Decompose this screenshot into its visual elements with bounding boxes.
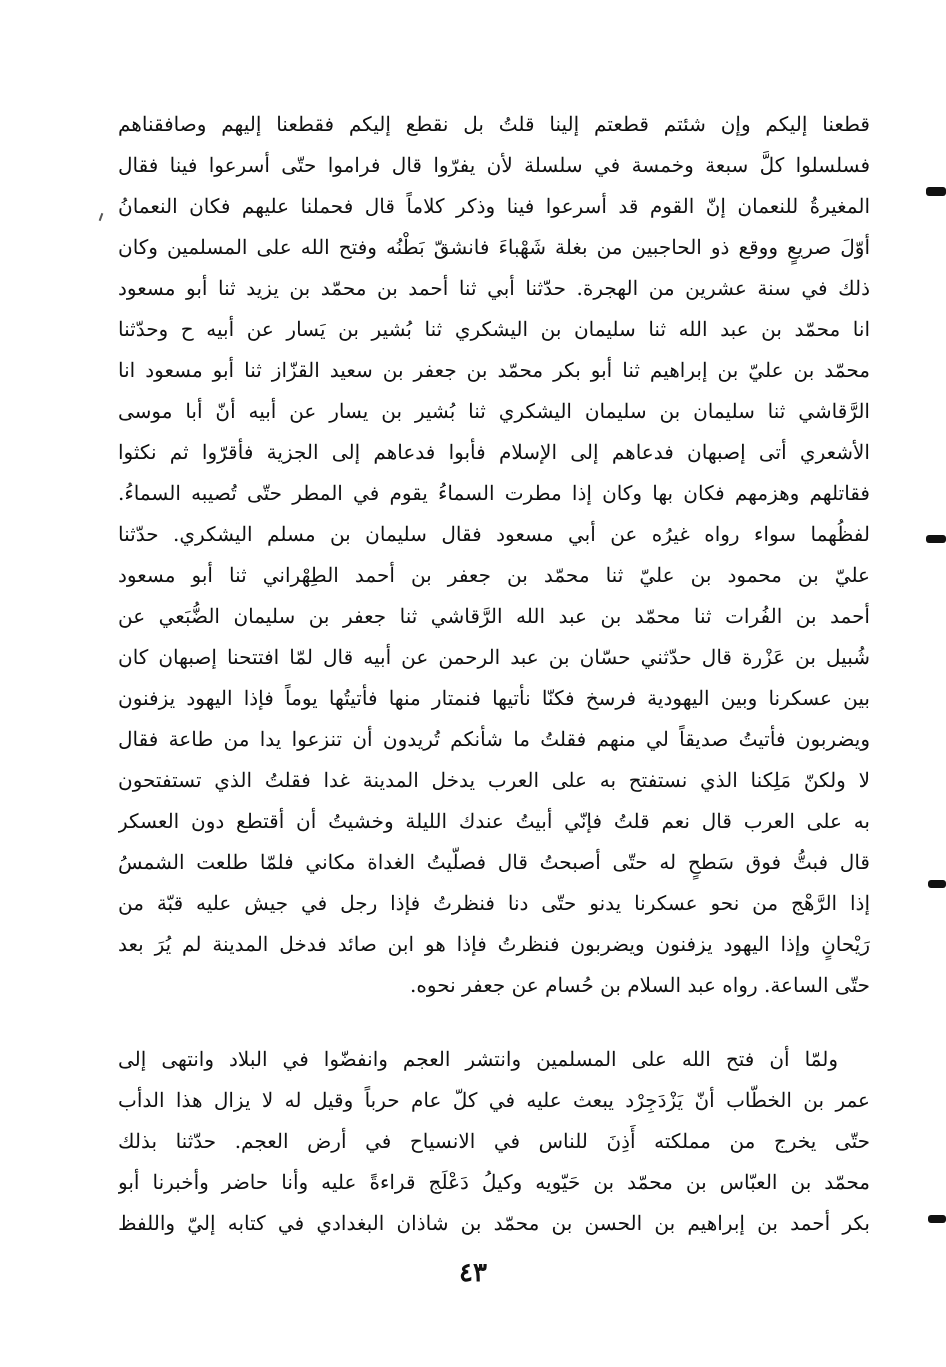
- text-line: عمر بن الخطّاب أنّ يَزْدَجِرْد يبعث عليه في كلّ عام حرباً وقيل له لا يزال هذا الدأب: [118, 1088, 870, 1112]
- text-line: الأشعري أتى إصبهان فدعاهم إلى الإسلام فأبوا فدعاهم إلى الجزية فأقرّوا ثم نكثوا: [118, 440, 870, 464]
- text-line: ويضربون فأتيتُ صديقاً لي منهم فقلتُ ما شأنكم تُريدون أن تنزعوا يدا من طاعة فقال: [118, 727, 870, 751]
- text-line: انا محمّد بن عبد الله ثنا سليمان بن اليشكري ثنا بُشير بن يَسار عن أبيه ح وحدّثنا: [118, 317, 870, 341]
- text-line: الرَّقاشي ثنا سليمان بن سليمان اليشكري ثنا بُشير بن يسار عن أبيه أنّ أبا موسى: [118, 399, 870, 423]
- text-line: شُبيل بن عَزْرة قال حدّثني حسّان بن عبد الرحمن عن أبيه قال لمّا افتتحنا إصبهان كان: [118, 645, 870, 669]
- text-line: لفظُهما سواء رواه غيرُه عن أبي مسعود فقال سليمان بن مسلم اليشكري. حدّثنا: [118, 522, 870, 546]
- text-line: محمّد بن عليّ بن إبراهيم ثنا أبو بكر محمّد بن جعفر بن سعيد القزّاز ثنا أبو مسعود انا: [118, 358, 870, 382]
- text-line: محمّد بن العبّاس بن محمّد بن حَيّويه وكيلُ دَعْلَج قراءةً عليه وأنا حاضر وأخبرنا أبو: [118, 1170, 870, 1194]
- text-line: المغيرةُ للنعمان إنّ القوم قد أسرعوا فينا وذكر كلاماً قال فحملنا عليهم فكان النعمانُ: [118, 194, 870, 218]
- scan-mark: [926, 187, 946, 196]
- text-line: فسلسلوا كلَّ سبعة وخمسة في سلسلة لأن يفرّوا قال فراموا حتّى أسرعوا فينا فقال: [118, 153, 870, 177]
- text-line: عليّ بن محمود بن عليّ ثنا محمّد بن جعفر بن أحمد الطِهْراني ثنا أبو مسعود: [118, 563, 870, 587]
- page-number: ٤٣: [459, 1258, 487, 1288]
- scan-mark: [928, 1215, 946, 1223]
- text-line: حتّى يخرج من مملكته أَذِنَ للناس في الانسياح في أرض العجم. حدّثنا بذلك: [118, 1129, 870, 1153]
- text-line: رَيْحانٍ وإذا اليهود يزفنون ويضربون فنظرتُ فإذا هو ابن صائد فدخل المدينة لم يُرَ بعد: [118, 932, 870, 956]
- text-line: ذلك في سنة عشرين من الهجرة. حدّثنا أبي ثنا أحمد بن محمّد بن يزيد ثنا أبو مسعود: [118, 276, 870, 300]
- text-line: لا ولكنّ مَلِكنا الذي نستفتح به على العرب يدخل المدينة غدا فقلتُ الذي تستفتحون: [118, 768, 870, 792]
- text-line: حتّى الساعة. رواه عبد السلام بن حُسام عن جعفر نحوه.: [410, 973, 870, 997]
- text-line: فقاتلهم وهزمهم فكان بها وكان إذا مطرت السماءُ يقوم في المطر حتّى تُصيبه السماءُ.: [118, 481, 870, 505]
- text-line: بكر أحمد بن إبراهيم بن الحسن بن محمّد بن شاذان البغدادي في كتابه إليّ واللفظ: [118, 1211, 870, 1235]
- text-line: إذا الرَّهْج من نحو عسكرنا يدنو حتّى دنا فنظرتُ فإذا رجل في جيش عليه قبّة من: [118, 891, 870, 915]
- scan-mark: [928, 880, 946, 888]
- text-line: قال فبتُّ فوق سَطحٍ له حتّى أصبحتُ قال فصلّيتُ الغداة مكاني فلمّا طلعت الشمسُ: [118, 850, 870, 874]
- paragraph-2: [118, 1039, 870, 1244]
- pencil-mark: [99, 213, 104, 221]
- text-line: أوّلَ صريعٍ ووقع ذو الحاجبين من بغلة شَهْباءَ فانشقّ بَطْنُه وفتح الله على المسلمين وكان: [118, 235, 870, 259]
- text-line: ولمّا أن فتح الله على المسلمين وانتشر العجم وانفضّوا في البلاد وانتهى إلى: [118, 1047, 838, 1071]
- text-line: به على العرب قال نعم قلتُ فإنّي أبيتُ عندك الليلة وخشيتُ أن أقتطع دون العسكر: [118, 809, 870, 833]
- text-line: قطعنا إليكم وإن شئتم قطعتم إلينا قلتُ بل نقطع إليكم فقطعنا إليهم وصافقناهم: [118, 112, 870, 136]
- scan-mark: [926, 535, 946, 543]
- paragraph-1: [118, 104, 870, 1006]
- text-line: بين عسكرنا وبين اليهودية فرسخ فكنّا نأتيها فنمتار منها فأتيتُها يوماً فإذا اليهود يزفنون: [118, 686, 870, 710]
- text-line: أحمد بن الفُرات ثنا محمّد بن عبد الله الرَّقاشي ثنا جعفر بن سليمان الضُّبَعي عن: [118, 604, 870, 628]
